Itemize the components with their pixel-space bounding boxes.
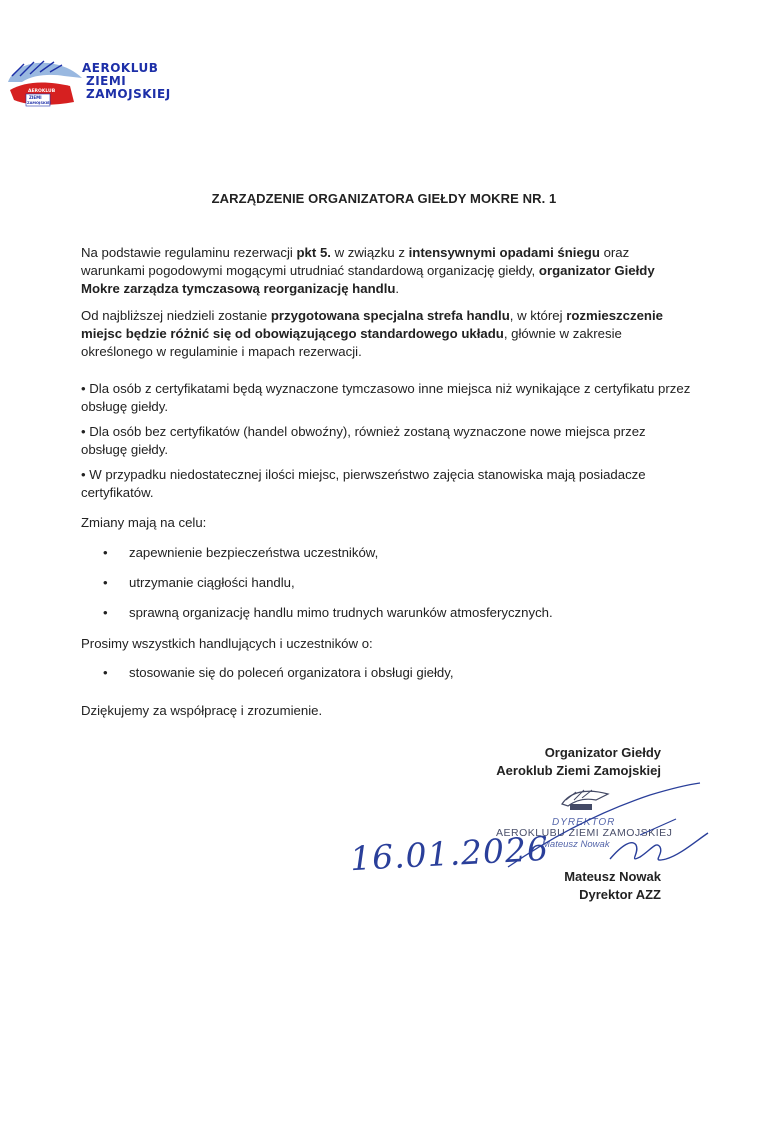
signer-block bbox=[564, 868, 661, 904]
p1-bold-1: pkt 5. bbox=[296, 245, 331, 260]
logo-small-text-2: ZIEMI bbox=[29, 95, 42, 100]
logo-small-text-1: AEROKLUB bbox=[28, 89, 56, 94]
stamp-title: DYREKTOR bbox=[552, 817, 616, 828]
p1-bold-3: organizator Giełdy Mokre zarządza tymczasową reorganizację handlu bbox=[81, 263, 655, 296]
document-title: ZARZĄDZENIE ORGANIZATORA GIEŁDY MOKRE NR. 1 bbox=[211, 191, 557, 206]
goals-intro: Zmiany mają na celu: bbox=[81, 515, 207, 530]
list-item: • utrzymanie ciągłości handlu, bbox=[81, 574, 691, 604]
list-item: • stosowanie się do poleceń organizatora i obsługi giełdy, bbox=[81, 664, 691, 694]
organizer-line-2: Aeroklub Ziemi Zamojskiej bbox=[496, 763, 661, 778]
p2-text-3: , głównie w zakresie określonego w regulaminie i mapach rezerwacji. bbox=[81, 326, 622, 359]
logo bbox=[4, 56, 174, 112]
p2-text-2: , w której bbox=[509, 308, 567, 323]
requests-list bbox=[81, 664, 691, 694]
p2-bold-1: przygotowana specjalna strefa handlu bbox=[270, 308, 510, 323]
bullet-paragraph-1: • Dla osób z certyfikatami będą wyznaczone tymczasowo inne miejsca niż wynikające z certyfikatu przez obsługę giełdy. bbox=[81, 381, 691, 414]
organizer-line-1: Organizator Giełdy bbox=[544, 745, 661, 760]
p1-text-2: w związku z bbox=[330, 245, 409, 260]
goals-list bbox=[81, 544, 691, 634]
logo-emblem bbox=[4, 56, 84, 112]
p1-text-4: . bbox=[395, 281, 400, 296]
p1-text-3: oraz warunkami pogodowymi mogącymi utrudniać standardową organizację giełdy, bbox=[81, 245, 630, 278]
request-intro: Prosimy wszystkich handlujących i uczestników o: bbox=[81, 636, 373, 651]
logo-line-2: ZIEMI bbox=[86, 74, 127, 88]
logo-wordmark bbox=[82, 62, 171, 101]
list-item: • zapewnienie bezpieczeństwa uczestników, bbox=[81, 544, 691, 574]
signer-name: Mateusz Nowak bbox=[564, 869, 661, 884]
signer-role: Dyrektor AZZ bbox=[579, 887, 661, 902]
handwritten-date: 16.01.2026 bbox=[349, 828, 550, 879]
stamp-org: AEROKLUBU ZIEMI ZAMOJSKIEJ bbox=[496, 827, 673, 839]
p2-bold-2: rozmieszczenie miejsc będzie różnić się od obowiązującego standardowego układu bbox=[81, 308, 663, 341]
logo-line-1: AEROKLUB bbox=[82, 61, 159, 75]
paragraph-2 bbox=[81, 307, 691, 361]
p2-text-1: Od najbliższej niedzieli zostanie bbox=[81, 308, 271, 323]
logo-small-text-3: ZAMOJSKIEJ bbox=[27, 101, 51, 105]
logo-wing-shape bbox=[8, 63, 82, 82]
list-item: • sprawną organizację handlu mimo trudnych warunków atmosferycznych. bbox=[81, 604, 691, 634]
p1-text-1: Na podstawie regulaminu rezerwacji bbox=[81, 245, 297, 260]
logo-line-3: ZAMOJSKIEJ bbox=[86, 87, 171, 101]
stamp-name: Mateusz Nowak bbox=[542, 839, 610, 850]
bullet-paragraph-2: • Dla osób bez certyfikatów (handel obwoźny), również zostaną wyznaczone nowe miejsca przez obsługę giełdy. bbox=[81, 424, 646, 457]
p1-bold-2: intensywnymi opadami śniegu bbox=[408, 245, 600, 260]
bullet-paragraph-3: • W przypadku niedostatecznej ilości miejsc, pierwszeństwo zajęcia stanowiska mają posiadacze certyfikatów. bbox=[81, 467, 646, 500]
thanks-text: Dziękujemy za współpracę i zrozumienie. bbox=[81, 703, 323, 718]
paragraph-1 bbox=[81, 244, 691, 298]
document-body bbox=[81, 244, 691, 720]
